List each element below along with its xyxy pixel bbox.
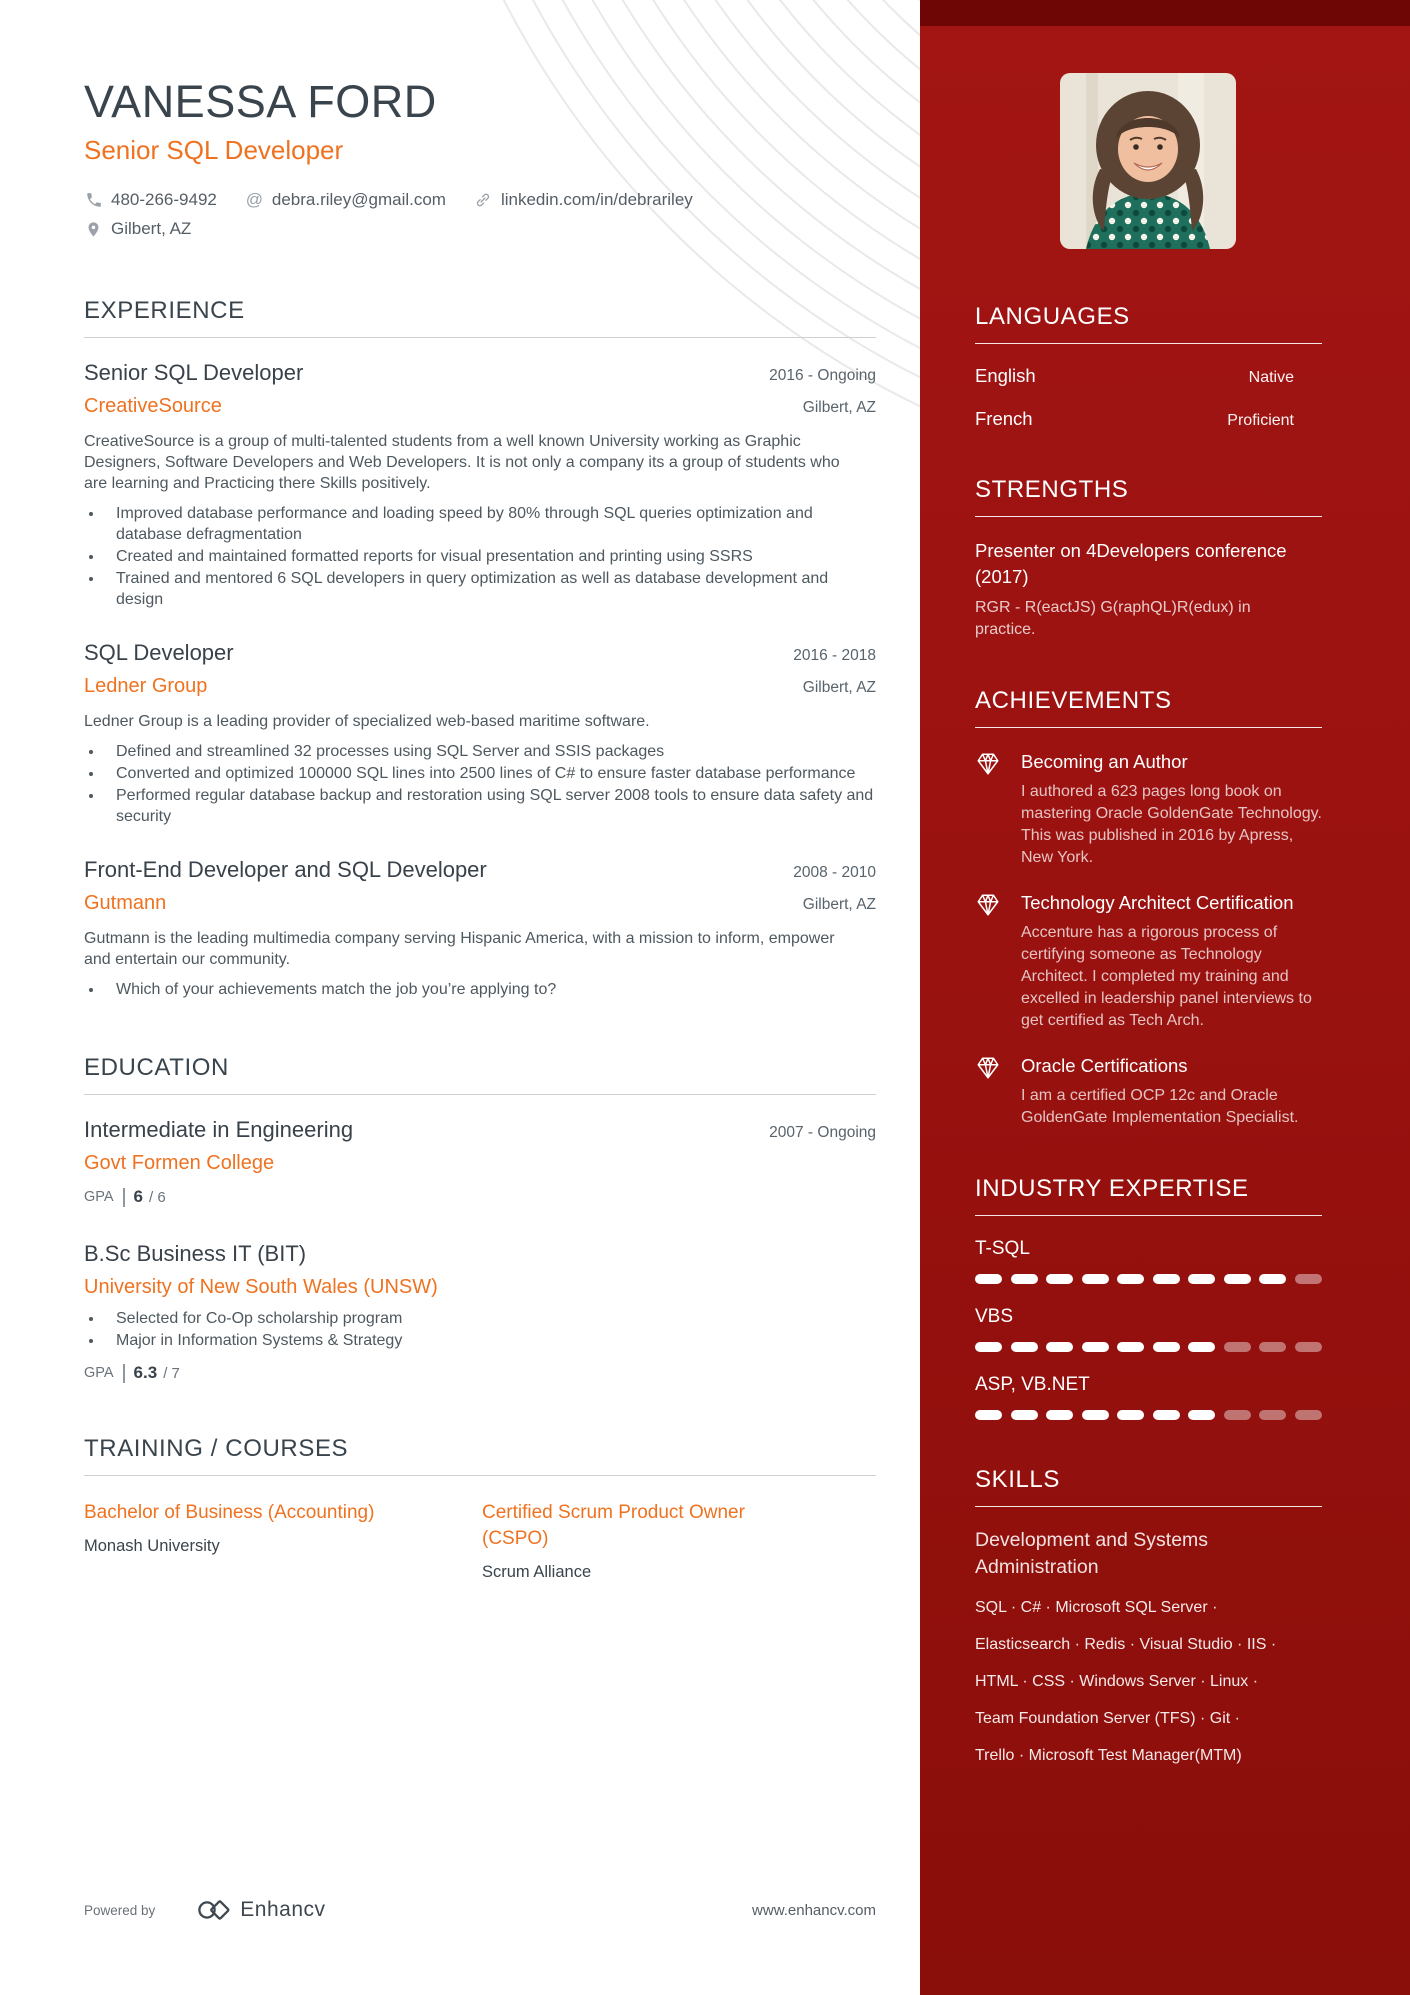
experience-section bbox=[84, 297, 876, 1000]
job-bullet: • Which of your achievements match the job you’re applying to? bbox=[104, 979, 874, 1000]
experience-entry bbox=[84, 640, 876, 827]
gpa-row bbox=[84, 1363, 876, 1383]
gem-icon bbox=[975, 749, 1021, 869]
expertise-label: T-SQL bbox=[975, 1238, 1030, 1259]
job-dates: 2016 - Ongoing bbox=[769, 367, 876, 385]
job-dates: 2016 - 2018 bbox=[793, 647, 876, 665]
gpa-row bbox=[84, 1187, 876, 1207]
training-heading: TRAINING / COURSES bbox=[84, 1435, 876, 1476]
degree-title: B.Sc Business IT (BIT) bbox=[84, 1241, 307, 1267]
achievements-heading: ACHIEVEMENTS bbox=[975, 687, 1322, 728]
achievement-title: Oracle Certifications bbox=[1021, 1055, 1188, 1076]
gpa-label: GPA bbox=[84, 1365, 114, 1382]
training-entry bbox=[482, 1500, 794, 1582]
level-dash bbox=[1224, 1410, 1251, 1420]
email-item[interactable] bbox=[245, 190, 446, 210]
job-summary: Ledner Group is a leading provider of specialized web-based maritime software. bbox=[84, 713, 650, 731]
gem-icon bbox=[975, 1053, 1021, 1129]
expertise-item bbox=[975, 1374, 1322, 1420]
achievement-title: Becoming an Author bbox=[1021, 751, 1188, 772]
company-name: Ledner Group bbox=[84, 675, 208, 698]
languages-heading: LANGUAGES bbox=[975, 303, 1322, 344]
enhancv-logo-icon bbox=[197, 1898, 231, 1922]
achievement-desc: I authored a 623 pages long book on mastering Oracle GoldenGate Technology. This was published in 2016 by Apress, New York. bbox=[1021, 783, 1322, 866]
strength-title: Presenter on 4Developers conference (2017) bbox=[975, 540, 1287, 587]
profile-photo bbox=[1060, 73, 1236, 249]
education-bullets bbox=[84, 1308, 874, 1351]
job-bullet: • Created and maintained formatted reports for visual presentation and printing using SSRS bbox=[104, 546, 874, 567]
education-heading: EDUCATION bbox=[84, 1054, 876, 1095]
company-name: Gutmann bbox=[84, 892, 167, 915]
language-level: Native bbox=[1248, 369, 1294, 386]
education-section bbox=[84, 1054, 876, 1383]
level-dash bbox=[1188, 1342, 1215, 1352]
job-summary: Gutmann is the leading multimedia company serving Hispanic America, with a mission to inform, empower and entertain our community. bbox=[84, 930, 835, 969]
level-dash bbox=[1046, 1410, 1073, 1420]
skills-line: Team Foundation Server (TFS) · Git · bbox=[975, 1710, 1240, 1727]
job-bullets bbox=[84, 503, 874, 610]
level-dash bbox=[975, 1274, 1002, 1284]
linkedin-url[interactable]: linkedin.com/in/debrariley bbox=[500, 190, 693, 210]
powered-by-label: Powered by bbox=[84, 1902, 156, 1918]
phone-number: 480-266-9492 bbox=[111, 190, 217, 210]
course-title: Bachelor of Business (Accounting) bbox=[84, 1502, 375, 1524]
training-entry bbox=[84, 1500, 482, 1582]
achievement-desc: Accenture has a rigorous process of certifying someone as Technology Architect. I completed my training and excelled in leadership panel interviews to get certified as Tech Arch. bbox=[1021, 924, 1312, 1029]
job-title: Front-End Developer and SQL Developer bbox=[84, 857, 487, 883]
level-dash bbox=[1082, 1410, 1109, 1420]
skills-section bbox=[975, 1466, 1322, 1766]
languages-section bbox=[975, 303, 1322, 430]
strength-item bbox=[975, 538, 1322, 641]
achievement-item bbox=[975, 890, 1322, 1032]
expertise-level-bar bbox=[975, 1274, 1322, 1284]
level-dash bbox=[1224, 1274, 1251, 1284]
education-entry bbox=[84, 1241, 876, 1383]
level-dash bbox=[1259, 1274, 1286, 1284]
job-summary: CreativeSource is a group of multi-talented students from a well known University working as Graphic Designers, Software Developers and Web Developers. It is not only a company its a group of students who are learning and Practicing there Skills positively. bbox=[84, 433, 840, 493]
linkedin-item[interactable] bbox=[474, 190, 693, 210]
job-location: Gilbert, AZ bbox=[802, 679, 876, 697]
sidebar-top-strip bbox=[920, 0, 1410, 26]
job-bullet: • Trained and mentored 6 SQL developers in query optimization as well as database development and design bbox=[104, 568, 874, 610]
achievement-item bbox=[975, 1053, 1322, 1129]
school-name: Govt Formen College bbox=[84, 1152, 275, 1175]
strength-desc: RGR - R(eactJS) G(raphQL)R(edux) in practice. bbox=[975, 599, 1251, 638]
job-bullet: • Converted and optimized 100000 SQL lines into 2500 lines of C# to ensure faster database performance bbox=[104, 763, 874, 784]
achievement-desc: I am a certified OCP 12c and Oracle GoldenGate Implementation Specialist. bbox=[1021, 1087, 1299, 1126]
language-row bbox=[975, 365, 1322, 387]
job-bullets bbox=[84, 979, 874, 1000]
company-name: CreativeSource bbox=[84, 395, 222, 418]
achievement-item bbox=[975, 749, 1322, 869]
gpa-max: / 6 bbox=[149, 1188, 166, 1206]
language-level: Proficient bbox=[1227, 412, 1294, 429]
level-dash bbox=[1188, 1410, 1215, 1420]
person-job-title: Senior SQL Developer bbox=[84, 135, 344, 166]
education-entry bbox=[84, 1117, 876, 1207]
course-title: Certified Scrum Product Owner (CSPO) bbox=[482, 1502, 745, 1550]
job-bullet: • Performed regular database backup and restoration using SQL server 2008 tools to ensure data safety and security bbox=[104, 785, 874, 827]
job-location: Gilbert, AZ bbox=[802, 896, 876, 914]
skills-line: HTML · CSS · Windows Server · Linux · bbox=[975, 1673, 1259, 1690]
level-dash bbox=[1295, 1274, 1322, 1284]
language-row bbox=[975, 408, 1322, 430]
job-bullet: • Defined and streamlined 32 processes using SQL Server and SSIS packages bbox=[104, 741, 874, 762]
level-dash bbox=[1011, 1342, 1038, 1352]
language-name: French bbox=[975, 408, 1033, 429]
job-bullet: • Improved database performance and loading speed by 80% through SQL queries optimization and database defragmentation bbox=[104, 503, 874, 545]
achievements-section bbox=[975, 687, 1322, 1129]
enhancv-wordmark: Enhancv bbox=[240, 1898, 326, 1921]
level-dash bbox=[1153, 1274, 1180, 1284]
location-text: Gilbert, AZ bbox=[111, 219, 192, 239]
skills-line: Elasticsearch · Redis · Visual Studio · IIS · bbox=[975, 1636, 1277, 1653]
expertise-item bbox=[975, 1238, 1322, 1284]
course-org: Monash University bbox=[84, 1537, 220, 1556]
person-name: VANESSA FORD bbox=[84, 76, 437, 127]
expertise-level-bar bbox=[975, 1342, 1322, 1352]
enhancv-site-link[interactable]: www.enhancv.com bbox=[752, 1901, 876, 1919]
expertise-label: ASP, VB.NET bbox=[975, 1374, 1090, 1395]
degree-title: Intermediate in Engineering bbox=[84, 1117, 354, 1143]
experience-heading: EXPERIENCE bbox=[84, 297, 876, 338]
level-dash bbox=[1046, 1274, 1073, 1284]
expertise-level-bar bbox=[975, 1410, 1322, 1420]
location-pin-icon bbox=[84, 220, 103, 239]
gpa-divider bbox=[123, 1364, 125, 1383]
job-title: Senior SQL Developer bbox=[84, 360, 304, 386]
skills-group-title: Development and Systems Administration bbox=[975, 1529, 1209, 1578]
job-dates: 2008 - 2010 bbox=[793, 864, 876, 882]
training-section bbox=[84, 1435, 876, 1582]
gpa-max: / 7 bbox=[163, 1364, 180, 1382]
education-bullet: • Selected for Co-Op scholarship program bbox=[104, 1308, 874, 1329]
level-dash bbox=[1011, 1410, 1038, 1420]
footer bbox=[84, 1898, 876, 1922]
education-bullet: • Major in Information Systems & Strategy bbox=[104, 1330, 874, 1351]
level-dash bbox=[1259, 1342, 1286, 1352]
achievement-title: Technology Architect Certification bbox=[1021, 892, 1294, 913]
sidebar bbox=[920, 0, 1410, 1995]
skills-line: SQL · C# · Microsoft SQL Server · bbox=[975, 1599, 1218, 1616]
phone-icon bbox=[84, 191, 103, 210]
skills-heading: SKILLS bbox=[975, 1466, 1322, 1507]
school-name: University of New South Wales (UNSW) bbox=[84, 1276, 438, 1299]
expertise-label: VBS bbox=[975, 1306, 1014, 1327]
level-dash bbox=[1117, 1274, 1144, 1284]
level-dash bbox=[1295, 1410, 1322, 1420]
job-title: SQL Developer bbox=[84, 640, 234, 666]
level-dash bbox=[1046, 1342, 1073, 1352]
language-name: English bbox=[975, 365, 1036, 386]
gem-icon bbox=[975, 890, 1021, 1032]
email-address[interactable]: debra.riley@gmail.com bbox=[271, 190, 446, 210]
level-dash bbox=[1117, 1410, 1144, 1420]
level-dash bbox=[1082, 1274, 1109, 1284]
level-dash bbox=[1117, 1342, 1144, 1352]
course-org: Scrum Alliance bbox=[482, 1563, 592, 1582]
enhancv-brand[interactable] bbox=[197, 1898, 325, 1922]
gpa-label: GPA bbox=[84, 1189, 114, 1206]
phone-item bbox=[84, 190, 217, 210]
gpa-value: 6.3 bbox=[133, 1363, 158, 1383]
industry-expertise-heading: INDUSTRY EXPERTISE bbox=[975, 1175, 1322, 1216]
gpa-divider bbox=[123, 1188, 125, 1207]
strengths-section bbox=[975, 476, 1322, 641]
job-location: Gilbert, AZ bbox=[802, 399, 876, 417]
level-dash bbox=[975, 1342, 1002, 1352]
degree-dates: 2007 - Ongoing bbox=[769, 1124, 876, 1142]
job-bullets bbox=[84, 741, 874, 827]
strengths-heading: STRENGTHS bbox=[975, 476, 1322, 517]
at-icon: @ bbox=[245, 190, 263, 210]
level-dash bbox=[975, 1410, 1002, 1420]
level-dash bbox=[1224, 1342, 1251, 1352]
experience-entry bbox=[84, 857, 876, 1000]
level-dash bbox=[1082, 1342, 1109, 1352]
contact-row bbox=[84, 190, 784, 239]
level-dash bbox=[1295, 1342, 1322, 1352]
level-dash bbox=[1259, 1410, 1286, 1420]
link-icon bbox=[474, 191, 493, 210]
industry-expertise-section bbox=[975, 1175, 1322, 1420]
level-dash bbox=[1153, 1410, 1180, 1420]
location-item bbox=[84, 219, 191, 239]
gpa-value: 6 bbox=[133, 1187, 144, 1207]
expertise-item bbox=[975, 1306, 1322, 1352]
level-dash bbox=[1153, 1342, 1180, 1352]
level-dash bbox=[1011, 1274, 1038, 1284]
experience-entry bbox=[84, 360, 876, 610]
level-dash bbox=[1188, 1274, 1215, 1284]
skills-line: Trello · Microsoft Test Manager(MTM) bbox=[975, 1747, 1242, 1764]
